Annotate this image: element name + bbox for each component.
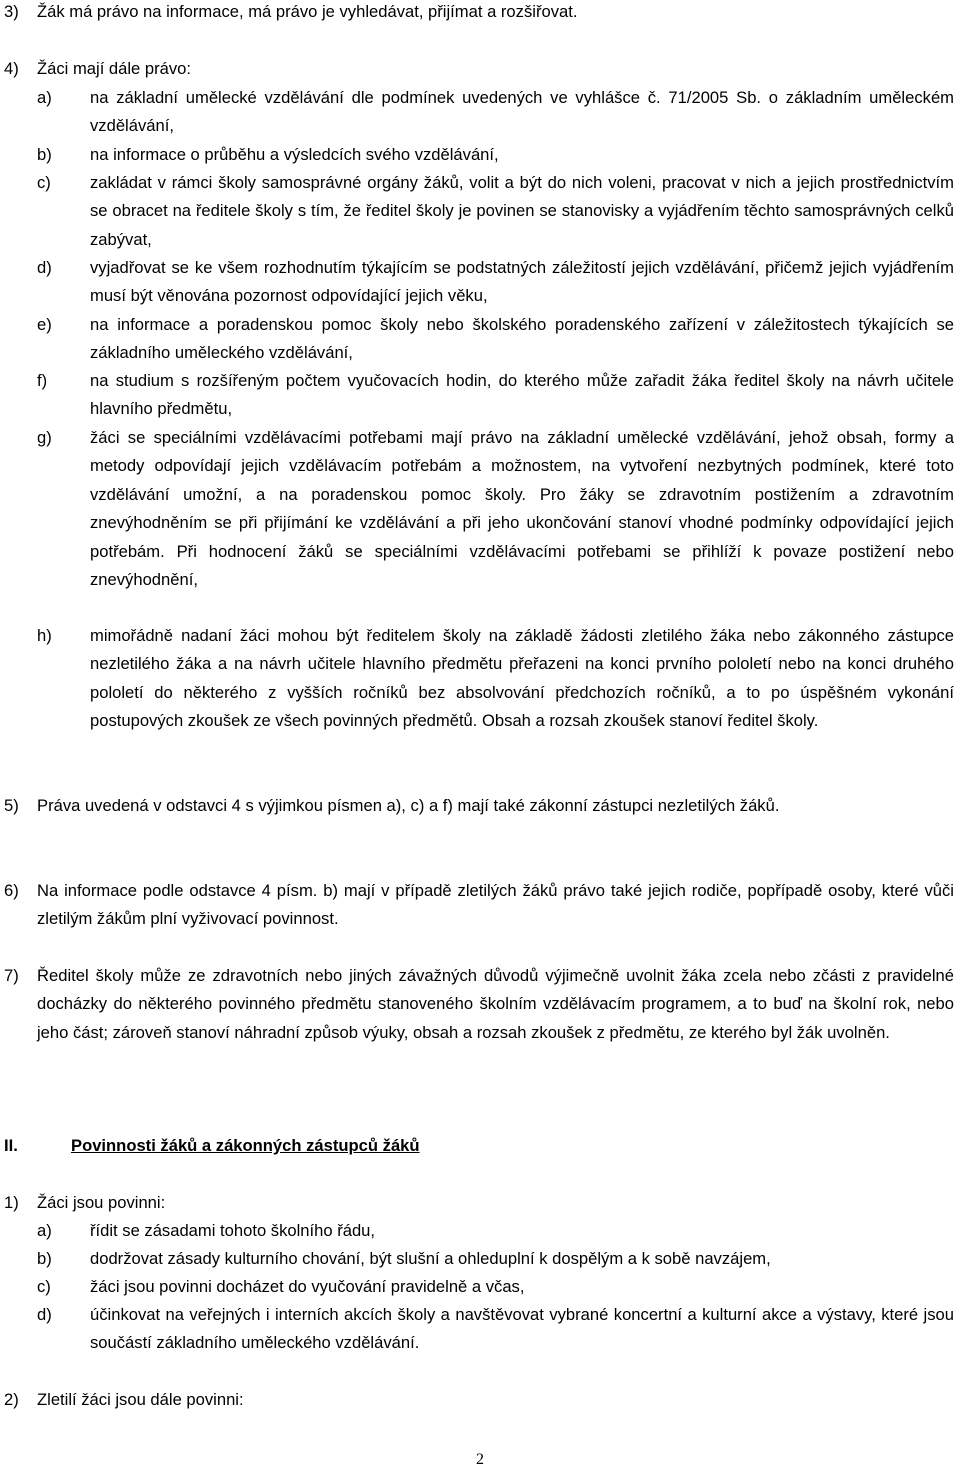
paragraph-number: 5) [4, 796, 19, 815]
list-letter: a) [37, 1221, 52, 1240]
list-letter: e) [37, 315, 52, 334]
paragraph-number: 6) [4, 881, 19, 900]
section-number: II. [4, 1136, 18, 1155]
list-text: na základní umělecké vzdělávání dle podmínek uvedených ve vyhlášce č. 71/2005 Sb. o základním uměleckém vzdělávání, [90, 88, 954, 136]
page-number: 2 [476, 1451, 484, 1468]
list-letter: d) [37, 1305, 52, 1324]
section-title: Povinnosti žáků a zákonných zástupců žáků [71, 1136, 420, 1155]
list-letter: a) [37, 88, 52, 107]
paragraph-number: 3) [4, 2, 19, 21]
paragraph-text: Na informace podle odstavce 4 písm. b) mají v případě zletilých žáků právo také jejich rodiče, popřípadě osoby, které vůči zletilým žákům plní vyživovací povinnost. [37, 881, 954, 929]
list-text: žáci se speciálními vzdělávacími potřebami mají právo na základní umělecké vzdělávání, jehož obsah, formy a metody odpovídají jejich vzdělávacím potřebám a možnostem, na vytvoření nezbytných podmínek, které toto vzdělávání umožní, a na poradenskou pomoc školy. Pro žáky se zdravotním postižením a zdravotním znevýhodněním se při přijímání ke vzdělávání a při jeho ukončování stanoví vhodné podmínky odpovídající jejich potřebám. Při hodnocení žáků se speciálními vzdělávacími potřebami se přihlíží k povaze postižení nebo znevýhodnění, [90, 428, 954, 590]
list-letter: c) [37, 173, 51, 192]
paragraph-number: 2) [4, 1390, 19, 1409]
paragraph-text: Žák má právo na informace, má právo je vyhledávat, přijímat a rozšiřovat. [37, 2, 578, 21]
list-letter: b) [37, 145, 52, 164]
paragraph-number: 7) [4, 966, 19, 985]
paragraph-number: 4) [4, 59, 19, 78]
list-text: mimořádně nadaní žáci mohou být ředitelem školy na základě žádosti zletilého žáka nebo zákonného zástupce nezletilého žáka a na návrh učitele hlavního předmětu přeřazeni na konci prvního pololetí nebo na konci druhého pololetí do některého z vyšších ročníků bez absolvování předchozích ročníků, a to po úspěšném vykonání postupových zkoušek ze všech povinných předmětů. Obsah a rozsah zkoušek stanoví ředitel školy. [90, 626, 954, 731]
list-text: žáci jsou povinni docházet do vyučování pravidelně a včas, [90, 1277, 525, 1296]
list-letter: d) [37, 258, 52, 277]
list-text: zakládat v rámci školy samosprávné orgány žáků, volit a být do nich voleni, pracovat v nich a jejich prostřednictvím se obracet na ředitele školy s tím, že ředitel školy je povinen se stanovisky a vyjádřením těchto samosprávných celků zabývat, [90, 173, 954, 249]
paragraph-text: Zletilí žáci jsou dále povinni: [37, 1390, 244, 1409]
list-letter: g) [37, 428, 52, 447]
list-text: dodržovat zásady kulturního chování, být slušní a ohleduplní k dospělým a k sobě navzájem, [90, 1249, 771, 1268]
list-letter: h) [37, 626, 52, 645]
paragraph-text: Žáci jsou povinni: [37, 1193, 166, 1212]
paragraph-number: 1) [4, 1193, 19, 1212]
paragraph-text: Žáci mají dále právo: [37, 59, 192, 78]
paragraph-text: Práva uvedená v odstavci 4 s výjimkou písmen a), c) a f) mají také zákonní zástupci nezletilých žáků. [37, 796, 780, 815]
list-letter: c) [37, 1277, 51, 1296]
paragraph-text: Ředitel školy může ze zdravotních nebo jiných závažných důvodů výjimečně uvolnit žáka zcela nebo zčásti z pravidelné docházky do některého povinného předmětu stanoveného školním vzdělávacím programem, a to buď na školní rok, nebo jeho část; zároveň stanoví náhradní způsob výuky, obsah a rozsah zkoušek z předmětu, ze kterého byl žák uvolněn. [37, 966, 954, 1042]
list-letter: f) [37, 371, 48, 390]
list-text: řídit se zásadami tohoto školního řádu, [90, 1221, 376, 1240]
list-text: vyjadřovat se ke všem rozhodnutím týkajícím se podstatných záležitostí jejich vzdělávání, přičemž jejich vyjádřením musí být věnována pozornost odpovídající jejich věku, [90, 258, 954, 306]
list-text: na informace a poradenskou pomoc školy nebo školského poradenského zařízení v záležitostech týkajících se základního uměleckého vzdělávání, [90, 315, 954, 363]
list-text: na studium s rozšířeným počtem vyučovacích hodin, do kterého může zařadit žáka ředitel školy na návrh učitele hlavního předmětu, [90, 371, 954, 419]
list-text: na informace o průběhu a výsledcích svého vzdělávání, [90, 145, 499, 164]
list-text: účinkovat na veřejných i interních akcích školy a navštěvovat vybrané koncertní a kulturní akce a výstavy, které jsou součástí základního uměleckého vzdělávání. [90, 1305, 954, 1353]
list-letter: b) [37, 1249, 52, 1268]
